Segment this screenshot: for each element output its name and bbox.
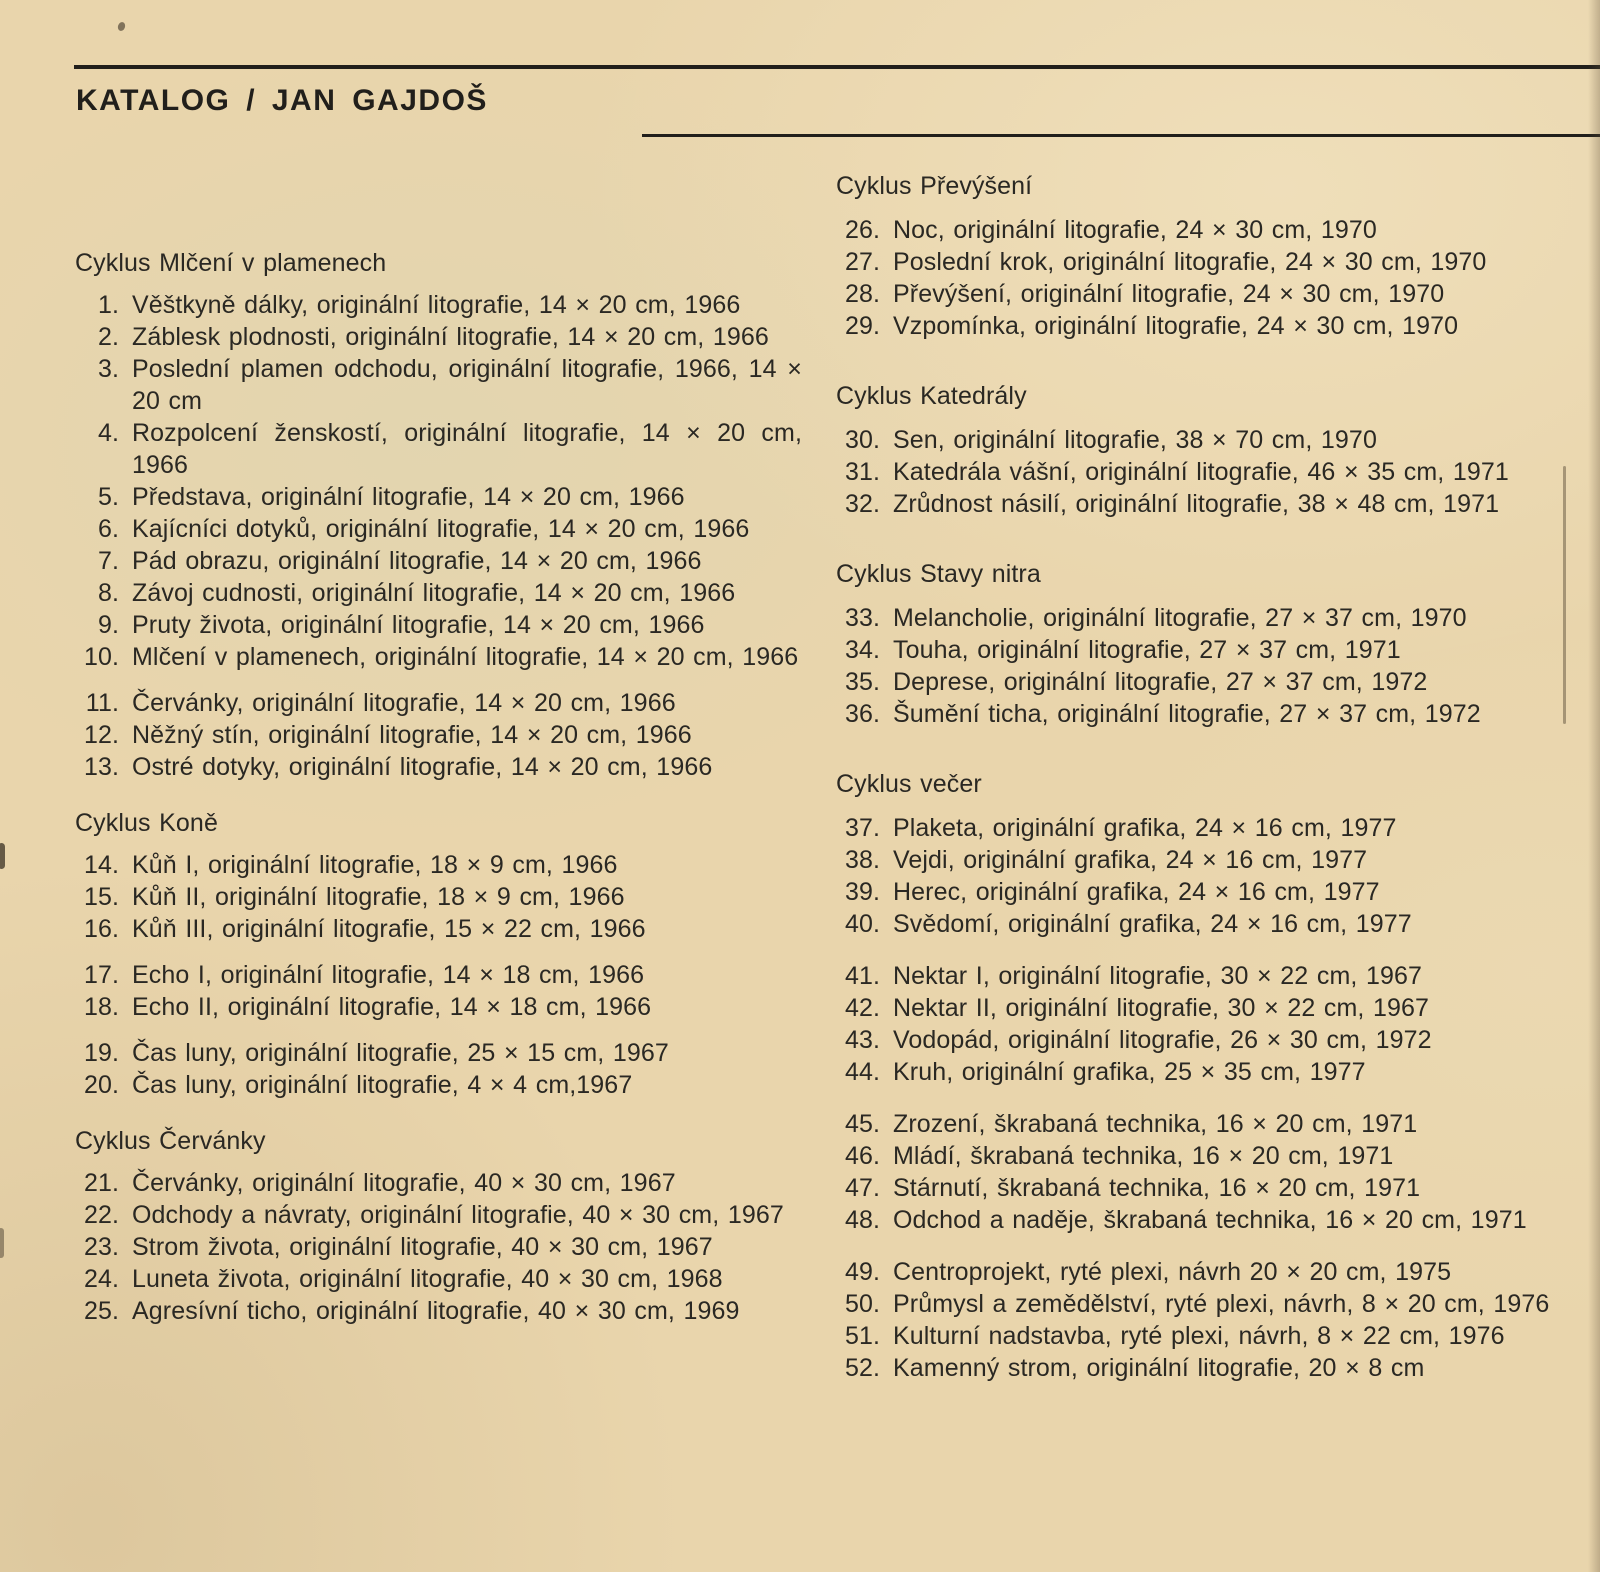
entry-text: Svědomí, originální grafika, 24 × 16 cm, 1977 bbox=[893, 910, 1412, 938]
entry-text: Poslední plamen odchodu, originální litografie, 1966, 14 × 20 cm bbox=[132, 355, 802, 415]
left-column bbox=[75, 247, 802, 1327]
catalog-entry bbox=[75, 1263, 802, 1295]
paper-speck bbox=[117, 21, 127, 32]
catalog-entry bbox=[836, 1256, 1563, 1288]
entry-text: Šumění ticha, originální litografie, 27 × 37 cm, 1972 bbox=[893, 700, 1481, 728]
catalog-entry bbox=[836, 960, 1563, 992]
entry-number: 34. bbox=[844, 636, 880, 664]
catalog-entry bbox=[836, 876, 1563, 908]
entry-number: 28. bbox=[844, 280, 880, 308]
item-group bbox=[836, 1108, 1563, 1236]
entry-number: 37. bbox=[844, 814, 880, 842]
entry-number: 14. bbox=[83, 851, 119, 879]
catalog-entry bbox=[836, 214, 1563, 246]
entry-number: 48. bbox=[844, 1206, 880, 1234]
catalog-entry bbox=[75, 1295, 802, 1327]
entry-number: 27. bbox=[844, 248, 880, 276]
entry-number: 10. bbox=[83, 643, 119, 671]
entry-number: 4. bbox=[97, 419, 119, 447]
entry-text: Vejdi, originální grafika, 24 × 16 cm, 1977 bbox=[893, 846, 1368, 874]
entry-text: Představa, originální litografie, 14 × 20 cm, 1966 bbox=[132, 483, 685, 511]
entry-number: 33. bbox=[844, 604, 880, 632]
entry-number: 22. bbox=[83, 1201, 119, 1229]
entry-number: 8. bbox=[97, 579, 119, 607]
catalog-entry bbox=[75, 719, 802, 751]
entry-number: 5. bbox=[97, 483, 119, 511]
catalog-entry bbox=[836, 488, 1563, 520]
catalog-entry bbox=[75, 687, 802, 719]
catalog-entry bbox=[836, 844, 1563, 876]
item-group bbox=[836, 602, 1563, 730]
catalog-entry bbox=[75, 481, 802, 513]
catalog-entry bbox=[75, 1167, 802, 1199]
entry-number: 21. bbox=[83, 1169, 119, 1197]
entry-text: Nektar I, originální litografie, 30 × 22 cm, 1967 bbox=[893, 962, 1422, 990]
entry-text: Průmysl a zemědělství, ryté plexi, návrh, 8 × 20 cm, 1976 bbox=[893, 1290, 1550, 1318]
entry-text: Rozpolcení ženskostí, originální litografie, 14 × 20 cm, 1966 bbox=[132, 419, 802, 479]
entry-text: Pád obrazu, originální litografie, 14 × 20 cm, 1966 bbox=[132, 547, 702, 575]
section-title: Cyklus Katedrály bbox=[836, 382, 1027, 410]
catalog-section bbox=[75, 1125, 802, 1327]
entry-text: Kruh, originální grafika, 25 × 35 cm, 1977 bbox=[893, 1058, 1366, 1086]
catalog-entry bbox=[75, 513, 802, 545]
catalog-entry bbox=[75, 991, 802, 1023]
entry-number: 3. bbox=[97, 355, 119, 383]
section-title: Cyklus Červánky bbox=[75, 1127, 266, 1155]
section-title: Cyklus Mlčení v plamenech bbox=[75, 249, 387, 277]
entry-number: 36. bbox=[844, 700, 880, 728]
top-horizontal-rule bbox=[74, 65, 1600, 69]
entry-number: 32. bbox=[844, 490, 880, 518]
page-title: KATALOG / JAN GAJDOŠ bbox=[76, 84, 488, 117]
catalog-entry bbox=[75, 609, 802, 641]
item-group bbox=[836, 1256, 1563, 1384]
item-group bbox=[836, 812, 1563, 940]
entry-number: 31. bbox=[844, 458, 880, 486]
entry-text: Kůň I, originální litografie, 18 × 9 cm, 1966 bbox=[132, 851, 618, 879]
item-group bbox=[836, 424, 1563, 520]
entry-text: Odchody a návraty, originální litografie, 40 × 30 cm, 1967 bbox=[132, 1201, 784, 1229]
entry-text: Čas luny, originální litografie, 4 × 4 cm,1967 bbox=[132, 1071, 633, 1099]
entry-number: 18. bbox=[83, 993, 119, 1021]
entry-text: Čas luny, originální litografie, 25 × 15 cm, 1967 bbox=[132, 1039, 669, 1067]
entry-text: Zrůdnost násilí, originální litografie, 38 × 48 cm, 1971 bbox=[893, 490, 1500, 518]
entry-number: 51. bbox=[844, 1322, 880, 1350]
catalog-entry bbox=[836, 602, 1563, 634]
entry-text: Mládí, škrabaná technika, 16 × 20 cm, 1971 bbox=[893, 1142, 1394, 1170]
catalog-entry bbox=[75, 577, 802, 609]
catalog-entry bbox=[75, 289, 802, 321]
section-title: Cyklus Koně bbox=[75, 809, 218, 837]
entry-text: Věštkyně dálky, originální litografie, 14 × 20 cm, 1966 bbox=[132, 291, 741, 319]
catalog-entry bbox=[75, 881, 802, 913]
entry-number: 29. bbox=[844, 312, 880, 340]
entry-text: Agresívní ticho, originální litografie, 40 × 30 cm, 1969 bbox=[132, 1297, 740, 1325]
entry-number: 24. bbox=[83, 1265, 119, 1293]
entry-text: Strom života, originální litografie, 40 × 30 cm, 1967 bbox=[132, 1233, 713, 1261]
catalog-section bbox=[75, 807, 802, 1101]
catalog-entry bbox=[75, 321, 802, 353]
entry-text: Vodopád, originální litografie, 26 × 30 cm, 1972 bbox=[893, 1026, 1432, 1054]
entry-number: 42. bbox=[844, 994, 880, 1022]
entry-number: 17. bbox=[83, 961, 119, 989]
entry-number: 52. bbox=[844, 1354, 880, 1382]
entry-number: 30. bbox=[844, 426, 880, 454]
catalog-section bbox=[75, 247, 802, 783]
catalog-entry bbox=[836, 992, 1563, 1024]
catalog-entry bbox=[836, 456, 1563, 488]
entry-number: 23. bbox=[83, 1233, 119, 1261]
catalog-entry bbox=[836, 634, 1563, 666]
catalog-section bbox=[836, 768, 1563, 1384]
entry-text: Kamenný strom, originální litografie, 20 × 8 cm bbox=[893, 1354, 1425, 1382]
entry-text: Echo I, originální litografie, 14 × 18 cm, 1966 bbox=[132, 961, 645, 989]
entry-number: 41. bbox=[844, 962, 880, 990]
catalog-entry bbox=[75, 353, 802, 417]
entry-text: Nektar II, originální litografie, 30 × 22 cm, 1967 bbox=[893, 994, 1430, 1022]
entry-text: Katedrála vášní, originální litografie, 46 × 35 cm, 1971 bbox=[893, 458, 1509, 486]
entry-number: 49. bbox=[844, 1258, 880, 1286]
item-group bbox=[75, 959, 802, 1023]
entry-number: 6. bbox=[97, 515, 119, 543]
entry-text: Mlčení v plamenech, originální litografie, 14 × 20 cm, 1966 bbox=[132, 643, 799, 671]
entry-text: Pruty života, originální litografie, 14 × 20 cm, 1966 bbox=[132, 611, 705, 639]
catalog-entry bbox=[75, 1231, 802, 1263]
entry-number: 39. bbox=[844, 878, 880, 906]
catalog-entry bbox=[75, 545, 802, 577]
entry-number: 7. bbox=[97, 547, 119, 575]
entry-text: Červánky, originální litografie, 14 × 20 cm, 1966 bbox=[132, 689, 676, 717]
catalog-entry bbox=[75, 417, 802, 481]
entry-text: Sen, originální litografie, 38 × 70 cm, 1970 bbox=[893, 426, 1377, 454]
section-title: Cyklus večer bbox=[836, 770, 982, 798]
entry-text: Touha, originální litografie, 27 × 37 cm, 1971 bbox=[893, 636, 1401, 664]
catalog-entry bbox=[836, 1352, 1563, 1384]
entry-number: 46. bbox=[844, 1142, 880, 1170]
entry-number: 20. bbox=[83, 1071, 119, 1099]
entry-number: 15. bbox=[83, 883, 119, 911]
header-underline-rule bbox=[642, 134, 1600, 137]
entry-text: Ostré dotyky, originální litografie, 14 × 20 cm, 1966 bbox=[132, 753, 713, 781]
entry-text: Luneta života, originální litografie, 40 × 30 cm, 1968 bbox=[132, 1265, 723, 1293]
catalog-entry bbox=[75, 913, 802, 945]
catalog-entry bbox=[836, 1108, 1563, 1140]
item-group bbox=[75, 687, 802, 783]
item-group bbox=[75, 289, 802, 673]
item-group bbox=[836, 960, 1563, 1088]
catalog-entry bbox=[75, 1069, 802, 1101]
entry-text: Melancholie, originální litografie, 27 × 37 cm, 1970 bbox=[893, 604, 1467, 632]
catalog-entry bbox=[836, 908, 1563, 940]
catalog-entry bbox=[836, 424, 1563, 456]
entry-number: 47. bbox=[844, 1174, 880, 1202]
entry-number: 16. bbox=[83, 915, 119, 943]
entry-number: 19. bbox=[83, 1039, 119, 1067]
catalog-entry bbox=[836, 666, 1563, 698]
entry-number: 1. bbox=[97, 291, 119, 319]
catalog-entry bbox=[75, 1037, 802, 1069]
entry-text: Kůň II, originální litografie, 18 × 9 cm, 1966 bbox=[132, 883, 625, 911]
entry-number: 2. bbox=[97, 323, 119, 351]
item-group bbox=[836, 214, 1563, 342]
catalog-entry bbox=[75, 1199, 802, 1231]
entry-text: Zrození, škrabaná technika, 16 × 20 cm, 1971 bbox=[893, 1110, 1418, 1138]
catalog-entry bbox=[836, 278, 1563, 310]
item-group bbox=[75, 1037, 802, 1101]
item-group bbox=[75, 1167, 802, 1327]
entry-text: Kajícníci dotyků, originální litografie, 14 × 20 cm, 1966 bbox=[132, 515, 750, 543]
catalog-entry bbox=[836, 1172, 1563, 1204]
entry-text: Stárnutí, škrabaná technika, 16 × 20 cm, 1971 bbox=[893, 1174, 1421, 1202]
entry-text: Kulturní nadstavba, ryté plexi, návrh, 8 × 22 cm, 1976 bbox=[893, 1322, 1505, 1350]
entry-text: Něžný stín, originální litografie, 14 × 20 cm, 1966 bbox=[132, 721, 692, 749]
catalog-entry bbox=[836, 310, 1563, 342]
catalog-entry bbox=[836, 1288, 1563, 1320]
right-column bbox=[836, 170, 1563, 1384]
entry-number: 13. bbox=[83, 753, 119, 781]
catalog-entry bbox=[75, 849, 802, 881]
entry-text: Odchod a naděje, škrabaná technika, 16 × 20 cm, 1971 bbox=[893, 1206, 1527, 1234]
entry-text: Plaketa, originální grafika, 24 × 16 cm, 1977 bbox=[893, 814, 1397, 842]
entry-number: 25. bbox=[83, 1297, 119, 1325]
catalog-entry bbox=[836, 812, 1563, 844]
entry-number: 35. bbox=[844, 668, 880, 696]
entry-number: 45. bbox=[844, 1110, 880, 1138]
paper-speck bbox=[0, 843, 5, 869]
entry-number: 43. bbox=[844, 1026, 880, 1054]
catalog-section bbox=[836, 170, 1563, 342]
paper-speck bbox=[0, 1228, 4, 1258]
catalog-entry bbox=[836, 1204, 1563, 1236]
entry-text: Centroprojekt, ryté plexi, návrh 20 × 20 cm, 1975 bbox=[893, 1258, 1452, 1286]
entry-number: 26. bbox=[844, 216, 880, 244]
catalog-section bbox=[836, 558, 1563, 730]
entry-number: 40. bbox=[844, 910, 880, 938]
section-title: Cyklus Převýšení bbox=[836, 172, 1033, 200]
entry-text: Vzpomínka, originální litografie, 24 × 30 cm, 1970 bbox=[893, 312, 1459, 340]
entry-text: Červánky, originální litografie, 40 × 30 cm, 1967 bbox=[132, 1169, 676, 1197]
entry-number: 9. bbox=[97, 611, 119, 639]
entry-text: Převýšení, originální litografie, 24 × 30 cm, 1970 bbox=[893, 280, 1445, 308]
entry-text: Poslední krok, originální litografie, 24 × 30 cm, 1970 bbox=[893, 248, 1487, 276]
catalog-entry bbox=[836, 1056, 1563, 1088]
catalog-entry bbox=[836, 1024, 1563, 1056]
catalog-entry bbox=[836, 1140, 1563, 1172]
catalog-entry bbox=[836, 698, 1563, 730]
catalog-entry bbox=[836, 246, 1563, 278]
page-edge-shadow bbox=[1588, 0, 1600, 1572]
entry-text: Záblesk plodnosti, originální litografie, 14 × 20 cm, 1966 bbox=[132, 323, 769, 351]
entry-number: 11. bbox=[85, 689, 119, 717]
entry-number: 38. bbox=[844, 846, 880, 874]
catalog-entry bbox=[75, 959, 802, 991]
entry-text: Noc, originální litografie, 24 × 30 cm, 1970 bbox=[893, 216, 1377, 244]
entry-number: 12. bbox=[83, 721, 119, 749]
entry-text: Kůň III, originální litografie, 15 × 22 cm, 1966 bbox=[132, 915, 646, 943]
page-edge-line bbox=[1563, 466, 1566, 724]
section-title: Cyklus Stavy nitra bbox=[836, 560, 1041, 588]
entry-text: Deprese, originální litografie, 27 × 37 cm, 1972 bbox=[893, 668, 1428, 696]
item-group bbox=[75, 849, 802, 945]
catalog-entry bbox=[836, 1320, 1563, 1352]
catalog-section bbox=[836, 380, 1563, 520]
catalog-entry bbox=[75, 641, 802, 673]
entry-text: Echo II, originální litografie, 14 × 18 cm, 1966 bbox=[132, 993, 652, 1021]
entry-text: Herec, originální grafika, 24 × 16 cm, 1977 bbox=[893, 878, 1380, 906]
entry-number: 44. bbox=[844, 1058, 880, 1086]
entry-number: 50. bbox=[844, 1290, 880, 1318]
catalog-entry bbox=[75, 751, 802, 783]
entry-text: Závoj cudnosti, originální litografie, 14 × 20 cm, 1966 bbox=[132, 579, 736, 607]
